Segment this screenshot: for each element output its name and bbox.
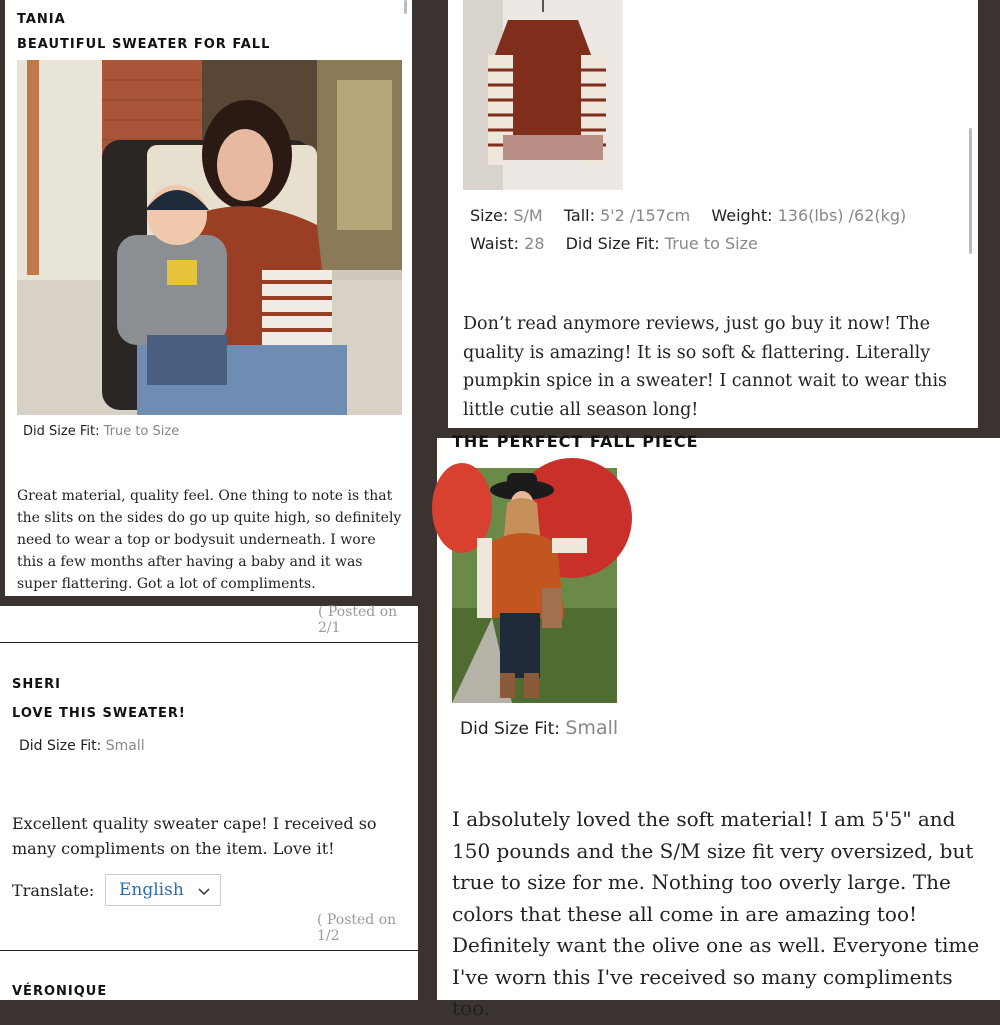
review-author: SHERI: [12, 677, 61, 692]
review-card-top-right: [448, 0, 978, 428]
size-label: Size:: [470, 206, 509, 225]
divider: [0, 950, 418, 951]
scrollbar[interactable]: [404, 0, 407, 14]
review-body: Excellent quality sweater cape! I received so many compliments on the item. Love it!: [12, 814, 377, 858]
weight-label: Weight:: [711, 206, 773, 225]
review-title: LOVE THIS SWEATER!: [12, 706, 186, 721]
review-photo-sweater-hanging[interactable]: [463, 0, 623, 190]
size-fit-row: [19, 738, 145, 754]
divider: [0, 642, 418, 643]
review-body: Don’t read anymore reviews, just go buy it now! The quality is amazing! It is so soft & flattering. Literally pumpkin spice in a sweater! I cannot wait to wear this little cutie all season long!: [463, 314, 948, 420]
size-fit-label: Did Size Fit:: [19, 738, 102, 754]
size-value: S/M: [513, 206, 543, 225]
review-title: BEAUTIFUL SWEATER FOR FALL: [17, 37, 271, 52]
review-card-perfect-fall-piece: [437, 432, 1000, 1020]
tall-label: Tall:: [563, 206, 595, 225]
translate-label: Translate:: [12, 880, 95, 900]
review-card-sheri: [0, 606, 418, 1000]
review-card-tania: [5, 0, 412, 596]
weight-value: 136(lbs) /62(kg): [777, 206, 907, 225]
size-fit-row: [23, 424, 179, 439]
review-body: Great material, quality feel. One thing to note is that the slits on the sides do go up quite high, so definitely need to wear a top or bodysuit underneath. I wore this a few months after having a baby and it was super flattering. Got a lot of compliments.: [17, 488, 402, 592]
size-fit-value: True to Size: [103, 424, 180, 439]
scrollbar[interactable]: [969, 128, 972, 254]
waist-label: Waist:: [470, 234, 520, 253]
size-fit-row: [460, 717, 618, 739]
size-fit-value: True to Size: [664, 234, 758, 253]
waist-value: 28: [524, 234, 545, 253]
next-review-author: VÉRONIQUE: [12, 984, 108, 999]
reviewer-measurements: [470, 202, 906, 258]
size-fit-value: Small: [565, 717, 619, 739]
review-body: I absolutely loved the soft material! I am 5'5" and 150 pounds and the S/M size fit very oversized, but true to size for me. Nothing too overly large. The colors that these all come in are amazing too! Definitely want the olive one as well. Everyone time I've worn this I've received so many compliments too.: [452, 807, 980, 1020]
review-author: TANIA: [17, 12, 66, 27]
posted-date: ( Posted on 2/1: [318, 604, 398, 636]
size-fit-label: Did Size Fit:: [565, 234, 660, 253]
measurements-row-2: [470, 230, 906, 258]
translate-select-value: English: [119, 880, 184, 900]
review-photo-woman-with-baby[interactable]: [17, 60, 402, 415]
posted-date: ( Posted on 1/2: [317, 912, 397, 944]
translate-select[interactable]: [105, 874, 221, 906]
tall-value: 5'2 /157cm: [600, 206, 691, 225]
size-fit-label: Did Size Fit:: [460, 719, 560, 739]
translate-row: [12, 874, 221, 906]
chevron-down-icon: [198, 881, 210, 900]
measurements-row-1: [470, 202, 906, 230]
size-fit-value: Small: [105, 738, 145, 754]
review-photo-woman-outdoors[interactable]: [452, 468, 617, 703]
review-title: THE PERFECT FALL PIECE: [452, 432, 699, 451]
size-fit-label: Did Size Fit:: [23, 424, 100, 439]
